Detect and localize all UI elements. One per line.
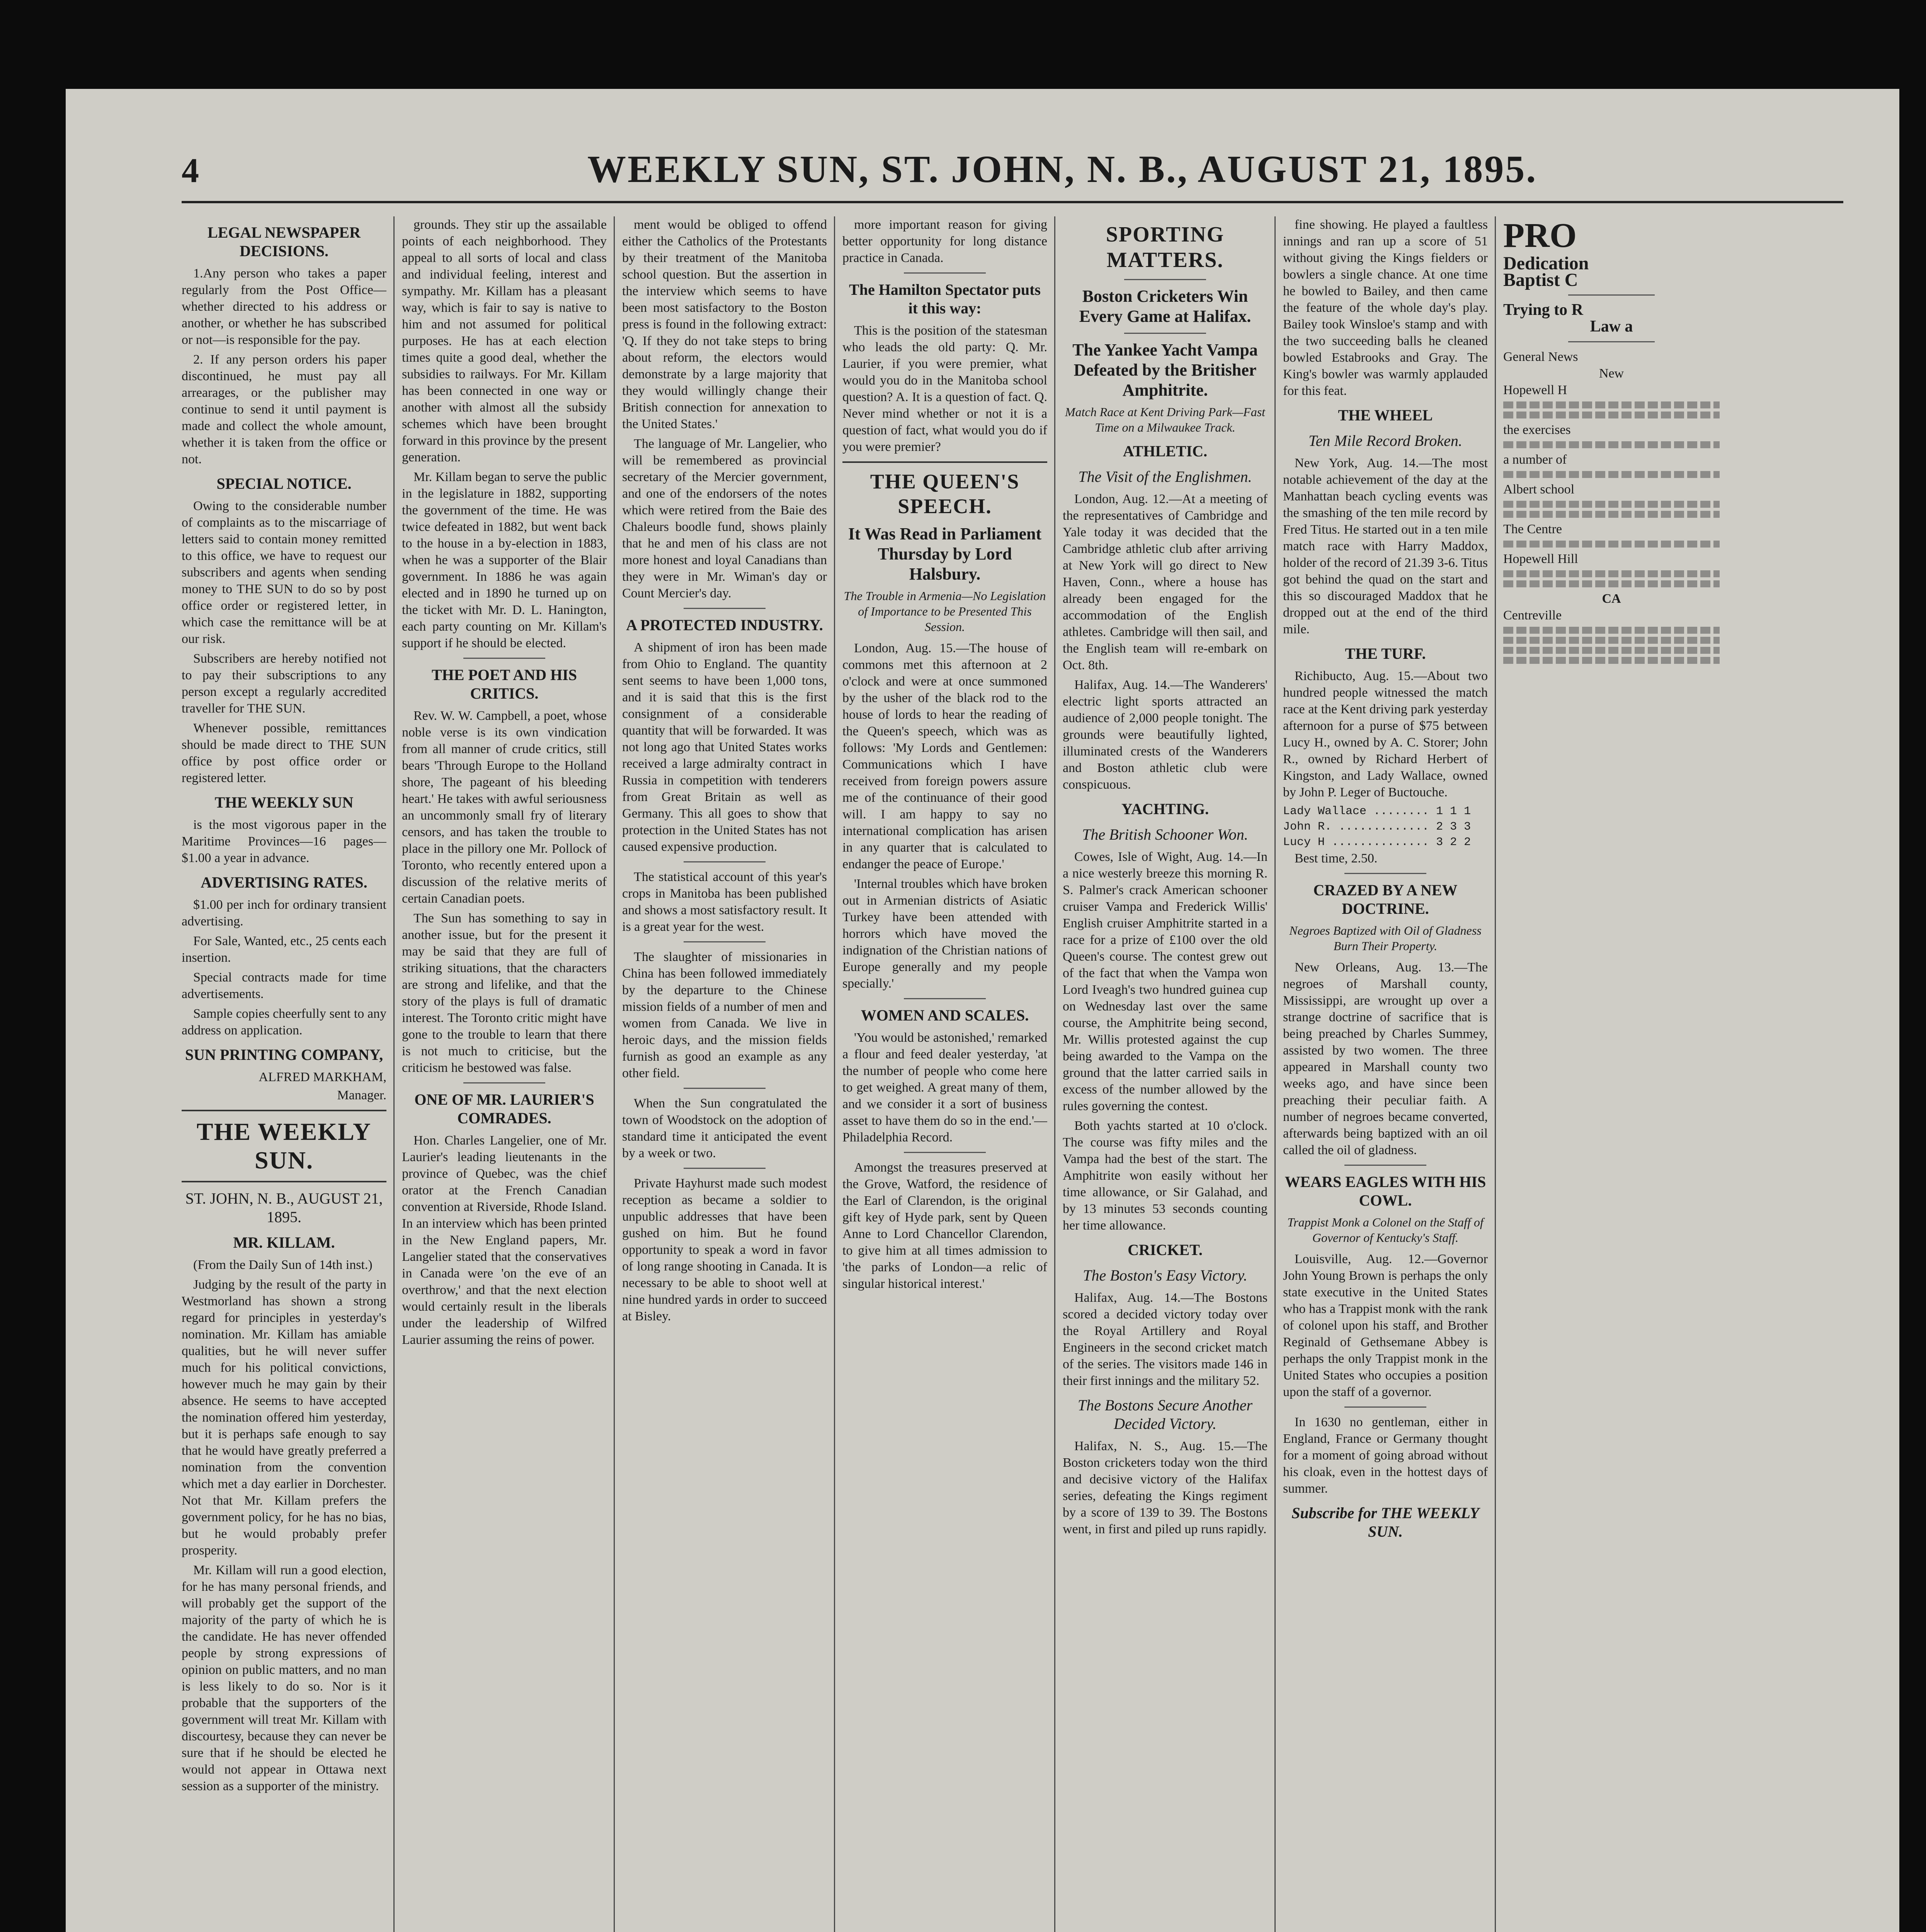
column-4 (842, 216, 1047, 1932)
text-line (1503, 471, 1720, 478)
column-1 (182, 216, 386, 1932)
article-paragraph: Private Hayhurst made such modest reception as became a soldier to unpublic addresses that have been gushed on him. But he found opportunity to speak a word in favor of long range shooting in Canada. It is necessary to be able to shoot well at nine hundred yards in order to succeed at Bisley. (622, 1176, 827, 1323)
section-subtitle: The Visit of the Englishmen. (1078, 468, 1252, 485)
section-rule (1124, 279, 1206, 280)
page-number: 4 (182, 151, 199, 190)
sporting-subhead-1: Boston Cricketers Win Every Game at Halifax. (1079, 287, 1251, 326)
section-rule (842, 461, 1047, 463)
sporting-deck: Match Race at Kent Driving Park—Fast Time on a Milwaukee Track. (1065, 405, 1266, 434)
article-paragraph: This is the position of the statesman who leads the old party: Q. Mr. Laurier, if you were premier, what would you do in the Manitoba school question? A. It is a question of fact. Q. Never mind whether or not it is a question of fact, what would you do if you were premier? (842, 323, 1047, 454)
paper-title: THE WEEKLY SUN. (196, 1118, 372, 1174)
article-paragraph: Halifax, N. S., Aug. 15.—The Boston cricketers today won the third and decisive victory of the Halifax series, defeating the Kings regiment by a score of 139 to 39. The Bostons went, in first and piled up runs rapidly. (1063, 1439, 1268, 1536)
column-6 (1283, 216, 1488, 1932)
ad-rate-4: Sample copies cheerfully sent to any address on application. (182, 1007, 386, 1037)
newspaper-page (66, 89, 1899, 1932)
section-rule (1568, 294, 1655, 296)
section-rule (904, 272, 986, 274)
article-paragraph: more important reason for giving better opportunity for long distance practice in Canada. (842, 218, 1047, 265)
column-5 (1063, 216, 1268, 1932)
special-notice-body-2: Subscribers are hereby notified not to pay their subscriptions to any person except a regularly accredited traveller for THE SUN. (182, 651, 386, 716)
special-notice-title: SPECIAL NOTICE. (216, 475, 352, 492)
article-paragraph: fine showing. He played a faultless innings and ran up a score of 51 without giving the Kings fielders or bowlers a single chance. At one time he bowled to Bailey, and then came the feature of the whole day's play. Bailey took Winsloe's stamp and with the two succeeding balls he cleaned bowled Estabrooks and Gray. The King's bowler was warmly applauded for this feat. (1283, 218, 1488, 398)
article-paragraph: The slaughter of missionaries in China has been followed immediately by the departure to the Chinese mission fields of a number of men and women from Canada. We live in heroic days, and the mission fields furnish as good an example as any other field. (622, 950, 827, 1080)
article-title: The Hamilton Spectator puts it this way: (849, 281, 1041, 317)
header-rule (182, 201, 1843, 203)
article-paragraph: London, Aug. 15.—The house of commons met this afternoon at 2 o'clock and were at once summoned by the usher of the black rod to the house of lords to hear the reading of the Queen's speech, which was as follows: 'My Lords and Gentlemen: Communications which I have received from foreign powers assure me of the continuance of their good will. I am happy to say no international complication has arisen in any quarter that is calculated to endanger the peace of Europe.' (842, 641, 1047, 871)
section-rule (182, 1181, 386, 1182)
article-paragraph: Mr. Killam began to serve the public in the legislature in 1882, supporting the government of the time. He was twice defeated in 1882, but went back to the house in a by-election in 1883, when he was a supporter of the Blair government. In 1886 he was again elected and in 1890 he turned up on the ticket with Mr. D. L. Hanington, each party counting on Mr. Killam's support if he should be elected. (402, 470, 607, 650)
text-line (1503, 657, 1720, 664)
section-rule (684, 608, 766, 609)
manager-title: Manager. (337, 1088, 386, 1102)
cutoff-line: CA (1602, 592, 1621, 606)
article-paragraph: Rev. W. W. Campbell, a poet, whose noble verse is its own vindication from all manner of crude critics, still bears 'Through Europe to the Holland shore, The pageant of his bleeding heart.' He takes with awful seriousness an uncommonly small fry of literary censors, and has taken the trouble to place in the pillory one Mr. Pollock of Toronto, who recently entered upon a discussion of the relative merits of certain Canadian poets. (402, 709, 607, 906)
sporting-subhead-2: The Yankee Yacht Vampa Defeated by the Britisher Amphitrite. (1072, 340, 1258, 400)
section-subtitle: The Bostons Secure Another Decided Victory. (1077, 1396, 1253, 1432)
section-title: THE TURF. (1345, 645, 1426, 662)
column-3 (622, 216, 827, 1932)
section-rule (1344, 1165, 1426, 1166)
article-paragraph: In 1630 no gentleman, either in England, France or Germany thought for a moment of going abroad without his cloak, even in the hottest days of summer. (1283, 1415, 1488, 1496)
cutoff-line: The Centre (1503, 522, 1562, 536)
article-paragraph: Louisville, Aug. 12.—Governor John Young Brown is perhaps the only state executive in the United States who has a Trappist monk with the rank of colonel upon his staff, and Brother Reginald of Gethsemane Abbey is perhaps the only Trappist monk in the United States who occupies a position upon the staff of a governor. (1283, 1252, 1488, 1399)
column-rule (1495, 216, 1496, 1932)
article-paragraph: Both yachts started at 10 o'clock. The course was fifty miles and the Vampa had the best of the start. The Amphitrite won easily without her time allowance, or Sir Galahad, and by 13 minutes 53 seconds counting her time allowance. (1063, 1119, 1268, 1233)
section-title: THE WHEEL (1338, 406, 1433, 424)
section-title: CRICKET. (1128, 1241, 1203, 1259)
cutoff-line: Baptist C (1503, 270, 1578, 290)
cutoff-line: Hopewell Hill (1503, 552, 1578, 566)
section-rule (684, 861, 766, 862)
section-rule (182, 1110, 386, 1111)
ad-rate-2: For Sale, Wanted, etc., 25 cents each insertion. (182, 934, 386, 965)
article-deck: Trappist Monk a Colonel on the Staff of Governor of Kentucky's Staff. (1287, 1215, 1484, 1245)
article-paragraph: Halifax, Aug. 14.—The Bostons scored a decided victory today over the Royal Artillery and Royal Engineers in the second cricket match of the series. The visitors made 146 in their first innings and the military 52. (1063, 1291, 1268, 1388)
article-paragraph: The language of Mr. Langelier, who will be remembered as provincial secretary of the Mercier government, and one of the endorsers of the notes which were retired from the Baie des Chaleurs boodle fund, shows plainly that he and men of his class are not more honest and loyal Canadians than they were in Mr. Wiman's day or Count Mercier's day. (622, 437, 827, 600)
article-paragraph: 'Internal troubles which have broken out in Armenian districts of Asiatic Turkey have been attended with horrors which have moved the indignation of the Christian nations of Europe generally and my people specially.' (842, 877, 1047, 991)
column-rule (1274, 216, 1276, 1932)
article-paragraph: Richibucto, Aug. 15.—About two hundred people witnessed the match race at the Kent driving park yesterday afternoon for a purse of $75 between Lucy H., owned by A. C. Storer; John R., owned by Richard Herbert of Kingston, and Lady Wallace, owned by John P. Leger of Buctouche. (1283, 669, 1488, 799)
section-subtitle: The British Schooner Won. (1082, 826, 1248, 843)
article-paragraph: 'You would be astonished,' remarked a flour and feed dealer yesterday, 'at the number of people who come here to get weighed. A great many of them, and we consider it a sort of business asset to have them do so in the end.'—Philadelphia Record. (842, 1031, 1047, 1145)
section-subtitle: The Boston's Easy Victory. (1083, 1267, 1247, 1284)
article-title: WEARS EAGLES WITH HIS COWL. (1285, 1173, 1486, 1209)
column-rule (614, 216, 615, 1932)
section-rule (684, 941, 766, 942)
cutoff-headline: PRO (1503, 216, 1577, 255)
text-line (1503, 441, 1720, 448)
article-paragraph: Judging by the result of the party in Westmorland has shown a strong regard for principles in yesterday's nomination. Mr. Killam has amiable qualities, but he will never suffer much for his political convictions, however much he may gain by their absence. He seems to have accepted the nomination offered him yesterday, but it is perhaps safe enough to say that he would have greatly preferred a nomination from the convention which met a day earlier in Dorchester. Not that Mr. Killam prefers the government policy, for he has no bias, but he would probably prefer prosperity. (182, 1277, 386, 1558)
section-rule (1344, 1406, 1426, 1408)
text-line (1503, 637, 1720, 644)
cutoff-line: Dedication (1503, 253, 1589, 274)
race-results: Lady Wallace ........ 1 1 1 John R. ............. 2 3 3 Lucy H .............. 3 2 2 (1283, 805, 1471, 849)
ad-rate-1: $1.00 per inch for ordinary transient advertising. (182, 898, 386, 929)
cutoff-line: Law a (1590, 318, 1633, 335)
section-rule (1124, 333, 1206, 334)
article-paragraph: Cowes, Isle of Wight, Aug. 14.—In a nice westerly breeze this morning R. S. Palmer's crack American schooner cruiser Vampa and Frederick Willis' English cruiser Amphitrite started in a race for a prize of £100 over the old Queen's course. The contest grew out of the fact that when the Vampa won Lord Iveagh's two hundred guinea cup on Wednesday last over the same course, the Amphitrite being second, Mr. Willis protested against the cup being awarded to the Vampa on the ground that the latter carried sails in excess of the number allowed by the rules governing the contest. (1063, 850, 1268, 1113)
article-title: ONE OF MR. LAURIER'S COMRADES. (414, 1091, 594, 1127)
weekly-sun-body: is the most vigorous paper in the Maritime Provinces—16 pages—$1.00 a year in advance. (182, 818, 386, 865)
manager-name: ALFRED MARKHAM, (259, 1070, 386, 1084)
sporting-headline: SPORTING MATTERS. (1106, 223, 1225, 272)
article-paragraph: Amongst the treasures preserved at the Grove, Watford, the residence of the Earl of Clarendon, is the original gift key of Hyde park, sent by Queen Anne to Lord Chancellor Clarendon, to give him at all times admission to 'the parks of London—a relic of singular historical interest.' (842, 1160, 1047, 1291)
ad-rate-3: Special contracts made for time advertisements. (182, 970, 386, 1001)
dateline: ST. JOHN, N. B., AUGUST 21, 1895. (185, 1190, 383, 1226)
column-rule (1054, 216, 1055, 1932)
legal-item-1: 1.Any person who takes a paper regularly from the Post Office—whether directed to his address or another, or whether he has subscribed or not—is responsible for the pay. (182, 266, 386, 347)
article-paragraph: grounds. They stir up the assailable points of each neighborhood. They appeal to all sorts of local and class and individual feeling, interest and sympathy. Mr. Killam has a pleasant way, which is fair to say is native to him and not assumed for political purposes. He has at each election times quite a good deal, whether the subsidies to railways. For Mr. Killam has been connected in one way or another with almost all the subsidy schemes which have been brought forward in this province by the present generation. (402, 218, 607, 464)
article-paragraph: London, Aug. 12.—At a meeting of the representatives of Cambridge and Yale today it was decided that the Cambridge athletic club after arriving at New York will go direct to New Haven, Conn., where a house has already been engaged for the accommodation of the English athletes. Cambridge will then sail, and the English team will re-embark on Oct. 8th. (1063, 492, 1268, 672)
text-line (1503, 627, 1720, 634)
section-rule (463, 658, 545, 659)
queens-speech-subhead: It Was Read in Parliament Thursday by Lord Halsbury. (848, 524, 1042, 583)
text-line (1503, 570, 1720, 577)
weekly-sun-title: THE WEEKLY SUN (214, 794, 354, 811)
queens-speech-deck: The Trouble in Armenia—No Legislation of Importance to be Presented This Session. (844, 589, 1046, 634)
article-title: A PROTECTED INDUSTRY. (626, 616, 823, 634)
text-line (1503, 580, 1720, 587)
page-header (182, 147, 1805, 193)
subscribe-note: Subscribe for THE WEEKLY SUN. (1291, 1504, 1479, 1540)
column-7-cutoff (1503, 216, 1720, 1932)
cutoff-line: the exercises (1503, 423, 1571, 437)
article-source: (From the Daily Sun of 14th inst.) (193, 1258, 373, 1272)
section-title: ATHLETIC. (1123, 442, 1208, 460)
legal-item-2: 2. If any person orders his paper discontinued, he must pay all arrearages, or the publisher may continue to send it until payment is made and collect the whole amount, whether it is taken from the office or not. (182, 352, 386, 466)
article-paragraph: New Orleans, Aug. 13.—The negroes of Marshall county, Mississippi, are wrought up over a strange doctrine of sacrifice that is being preached by Charles Summey, assisted by two women. The three appeared in Marshall county two weeks ago, and have since been preaching their peculiar faith. A number of negroes became converted, afterwards being baptized with an oil called the oil of gladness. (1283, 960, 1488, 1157)
cutoff-line: Hopewell H (1503, 383, 1567, 397)
cutoff-line: General News (1503, 350, 1578, 364)
column-2 (402, 216, 607, 1932)
section-subtitle: Ten Mile Record Broken. (1308, 432, 1462, 449)
legal-title: LEGAL NEWSPAPER DECISIONS. (208, 224, 361, 260)
cutoff-line: Trying to R (1503, 301, 1583, 319)
article-deck: Negroes Baptized with Oil of Gladness Burn Their Property. (1289, 923, 1482, 953)
article-title: CRAZED BY A NEW DOCTRINE. (1313, 881, 1458, 917)
section-title: YACHTING. (1121, 800, 1209, 818)
text-line (1503, 501, 1720, 508)
section-rule (904, 998, 986, 999)
section-rule (684, 1168, 766, 1169)
cutoff-line: New (1599, 366, 1624, 381)
best-time: Best time, 2.50. (1295, 851, 1378, 866)
masthead: WEEKLY SUN, ST. JOHN, N. B., AUGUST 21, 1895. (587, 148, 1538, 190)
text-line (1503, 412, 1720, 418)
column-rule (393, 216, 395, 1932)
section-rule (904, 1152, 986, 1153)
special-notice-body-3: Whenever possible, remittances should be made direct to THE SUN office by post office order or registered letter. (182, 721, 386, 785)
company-name: SUN PRINTING COMPANY, (185, 1046, 383, 1063)
text-line (1503, 647, 1720, 654)
section-rule (1344, 873, 1426, 874)
cutoff-line: Albert school (1503, 482, 1575, 497)
article-paragraph: A shipment of iron has been made from Ohio to England. The quantity sent seems to have been 1,000 tons, and it is said that this is the first consignment of a considerable quantity that will be forwarded. It was not long ago that United States works received a large admiralty contract in Russia in competition with tenderers from Great Britain as well as Germany. This all goes to show that protection in the United States has not caused expensive production. (622, 640, 827, 854)
article-paragraph: New York, Aug. 14.—The most notable achievement of the day at the Manhattan beach cycling events was the smashing of the ten mile record by Fred Titus. He started out in a ten mile match race with Harry Maddox, holder of the record of 21.39 3-6. Titus got behind the quad on the start and this so discouraged Maddox that he dropped out at the end of the third mile. (1283, 456, 1488, 636)
article-paragraph: ment would be obliged to offend either the Catholics of the Protestants by their treatment of the Manitoba school question. But the assertion in the interview which seems to have been most satisfactory to the Boston press is found in the following extract: 'Q. If they do not take steps to bring about reform, the electors would demonstrate by a large majority that they would willingly change their British connection for annexation to the United States.' (622, 218, 827, 431)
section-rule (684, 1088, 766, 1089)
article-paragraph: Hon. Charles Langelier, one of Mr. Laurier's leading lieutenants in the province of Quebec, was the chief orator at the French Canadian convention at Riverside, Rhode Island. In an interview which has been printed in the New England papers, Mr. Langelier stated that the conservatives in Canada were 'on the eve of an overthrow,' and that the next election would certainly result in the liberals under the leadership of Wilfred Laurier assuming the reins of power. (402, 1133, 607, 1347)
article-title: MR. KILLAM. (233, 1234, 335, 1251)
article-paragraph: When the Sun congratulated the town of Woodstock on the adoption of standard time it anticipated the event by a week or two. (622, 1096, 827, 1160)
article-title: THE POET AND HIS CRITICS. (431, 666, 577, 702)
special-notice-body: Owing to the considerable number of complaints as to the miscarriage of letters said to contain money remitted to this office, we have to request our subscribers and agents when sending money to THE SUN to do so by post office order or registered letter, in which case the remittance will be at our risk. (182, 499, 386, 646)
section-rule (1568, 341, 1655, 342)
article-paragraph: The statistical account of this year's crops in Manitoba has been published and shows a most satisfactory result. It is a great year for the west. (622, 870, 827, 934)
article-paragraph: The Sun has something to say in another issue, but for the present it may be said that they are full of striking situations, that the characters are strong and lifelike, and that the story of the plays is full of dramatic interest. The Toronto critic might have gone to the trouble to learn that there is not much to criticise, but the criticism he bestowed was false. (402, 911, 607, 1075)
text-line (1503, 511, 1720, 518)
cutoff-line: a number of (1503, 452, 1567, 467)
text-line (1503, 401, 1720, 408)
text-line (1503, 541, 1720, 548)
column-rule (834, 216, 835, 1932)
article-paragraph: Mr. Killam will run a good election, for he has many personal friends, and will probably get the support of the majority of the party of which he is the candidate. He has never offended people by strong expressions of opinion on public matters, and no man is less likely to do so. Nor is it probable that the supporters of the government will treat Mr. Killam with discourtesy, because they can never be sure that if he should be elected he would not appear in Ottawa next session as a supporter of the ministry. (182, 1563, 386, 1793)
queens-speech-headline: THE QUEEN'S SPEECH. (870, 470, 1020, 518)
section-rule (463, 1082, 545, 1083)
article-title: WOMEN AND SCALES. (861, 1007, 1029, 1024)
cutoff-line: Centreville (1503, 608, 1562, 622)
advertising-title: ADVERTISING RATES. (201, 874, 368, 891)
article-paragraph: Halifax, Aug. 14.—The Wanderers' electric light sports attracted an audience of 2,000 people tonight. The grounds were beautifully lighted, illuminated crests of the Wanderers and Boston athletic club were conspicuous. (1063, 678, 1268, 792)
